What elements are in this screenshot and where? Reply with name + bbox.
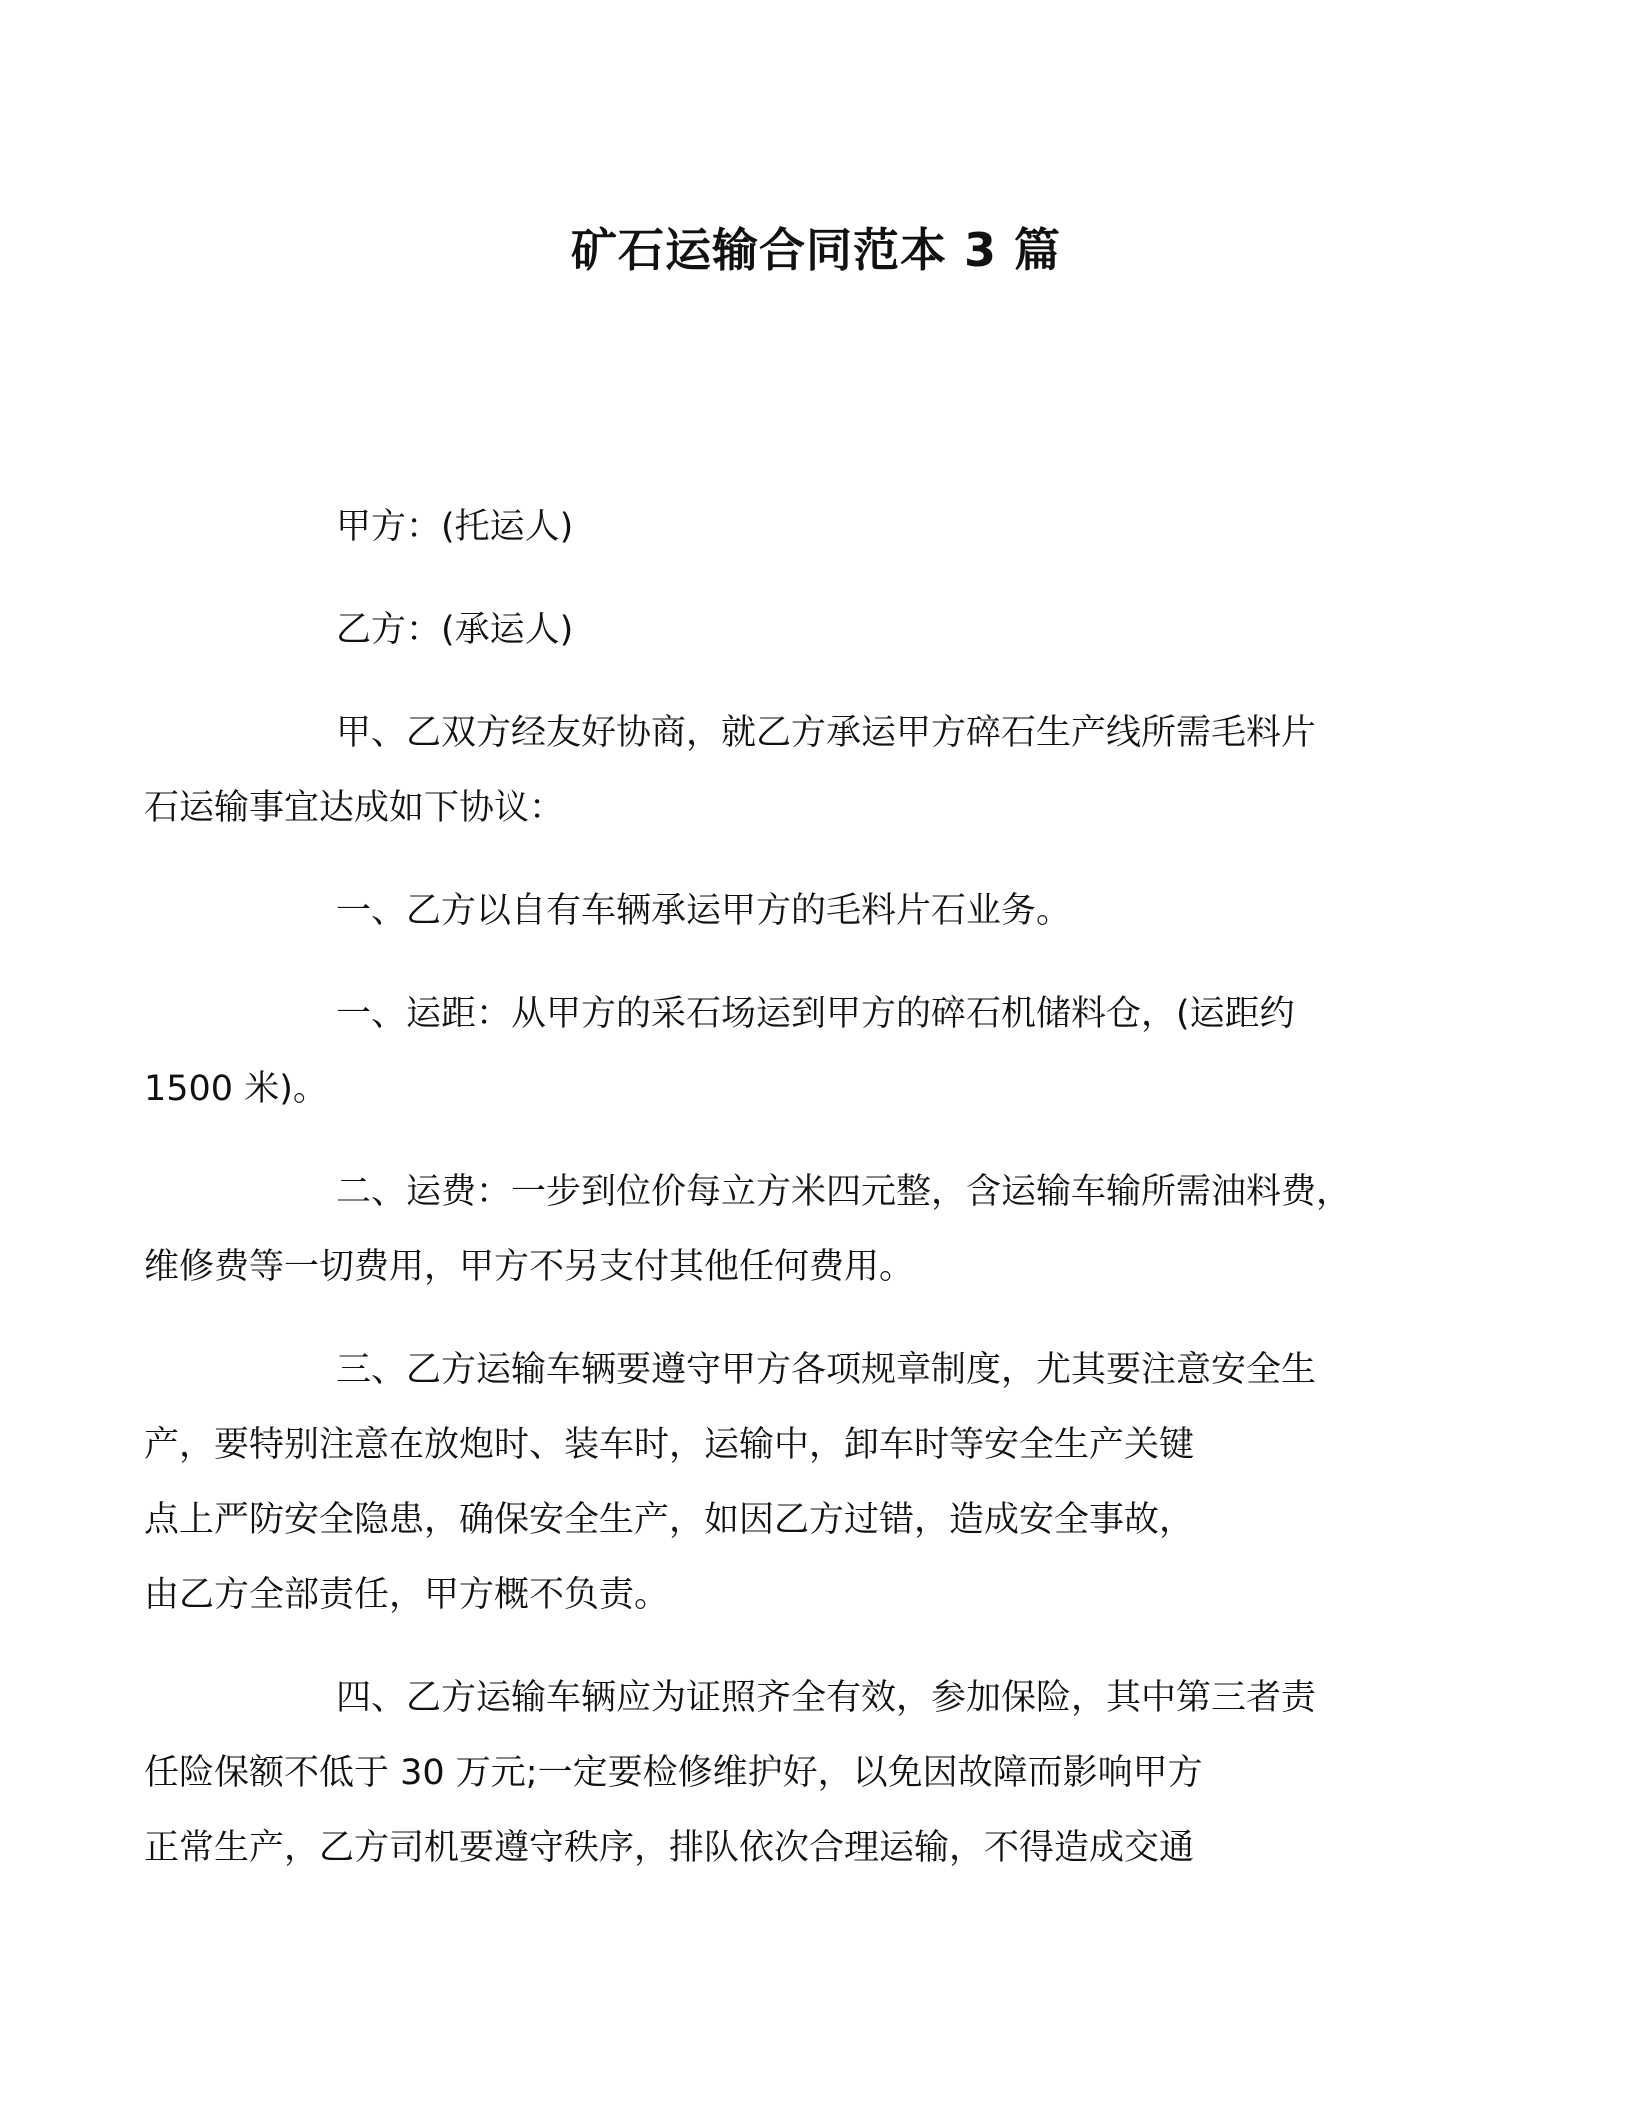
paragraph-line: 三、乙方运输车辆要遵守甲方各项规章制度，尤其要注意安全生 [336, 1350, 1317, 1390]
paragraph-party-a [240, 490, 1400, 565]
paragraph-distance [144, 977, 1400, 1127]
paragraph-intro [144, 696, 1400, 846]
paragraph-line: 1500 米)。 [144, 1069, 328, 1109]
paragraph-line: 产，要特别注意在放炮时、装车时，运输中，卸车时等安全生产关键 [144, 1425, 1195, 1465]
paragraph-line: 一、运距：从甲方的采石场运到甲方的碎石机储料仓，(运距约 [336, 994, 1295, 1034]
paragraph-party-b [240, 593, 1400, 668]
paragraph-line: 甲方：(托运人) [336, 507, 574, 547]
paragraph-line: 维修费等一切费用，甲方不另支付其他任何费用。 [144, 1247, 915, 1287]
paragraph-line: 二、运费：一步到位价每立方米四元整，含运输车输所需油料费， [336, 1172, 1352, 1212]
paragraph-line: 任险保额不低于 30 万元;一定要检修维护好，以免因故障而影响甲方 [144, 1753, 1203, 1793]
paragraph-clause-1 [240, 874, 1400, 949]
paragraph-clause-4 [144, 1661, 1400, 1886]
paragraph-line: 四、乙方运输车辆应为证照齐全有效，参加保险，其中第三者责 [336, 1678, 1317, 1718]
paragraph-line: 乙方：(承运人) [336, 610, 574, 650]
paragraph-line: 正常生产，乙方司机要遵守秩序，排队依次合理运输，不得造成交通 [144, 1828, 1195, 1868]
paragraph-line: 甲、乙双方经友好协商，就乙方承运甲方碎石生产线所需毛料片 [336, 713, 1317, 753]
document-body [144, 490, 1400, 1914]
paragraph-line: 一、乙方以自有车辆承运甲方的毛料片石业务。 [336, 891, 1072, 931]
paragraph-line: 点上严防安全隐患，确保安全生产，如因乙方过错，造成安全事故， [144, 1500, 1195, 1540]
paragraph-freight [144, 1155, 1400, 1305]
paragraph-clause-3 [144, 1333, 1400, 1633]
document-title: 矿石运输合同范本 3 篇 [570, 223, 1062, 277]
paragraph-line: 由乙方全部责任，甲方概不负责。 [144, 1575, 670, 1615]
paragraph-line: 石运输事宜达成如下协议： [144, 788, 565, 828]
